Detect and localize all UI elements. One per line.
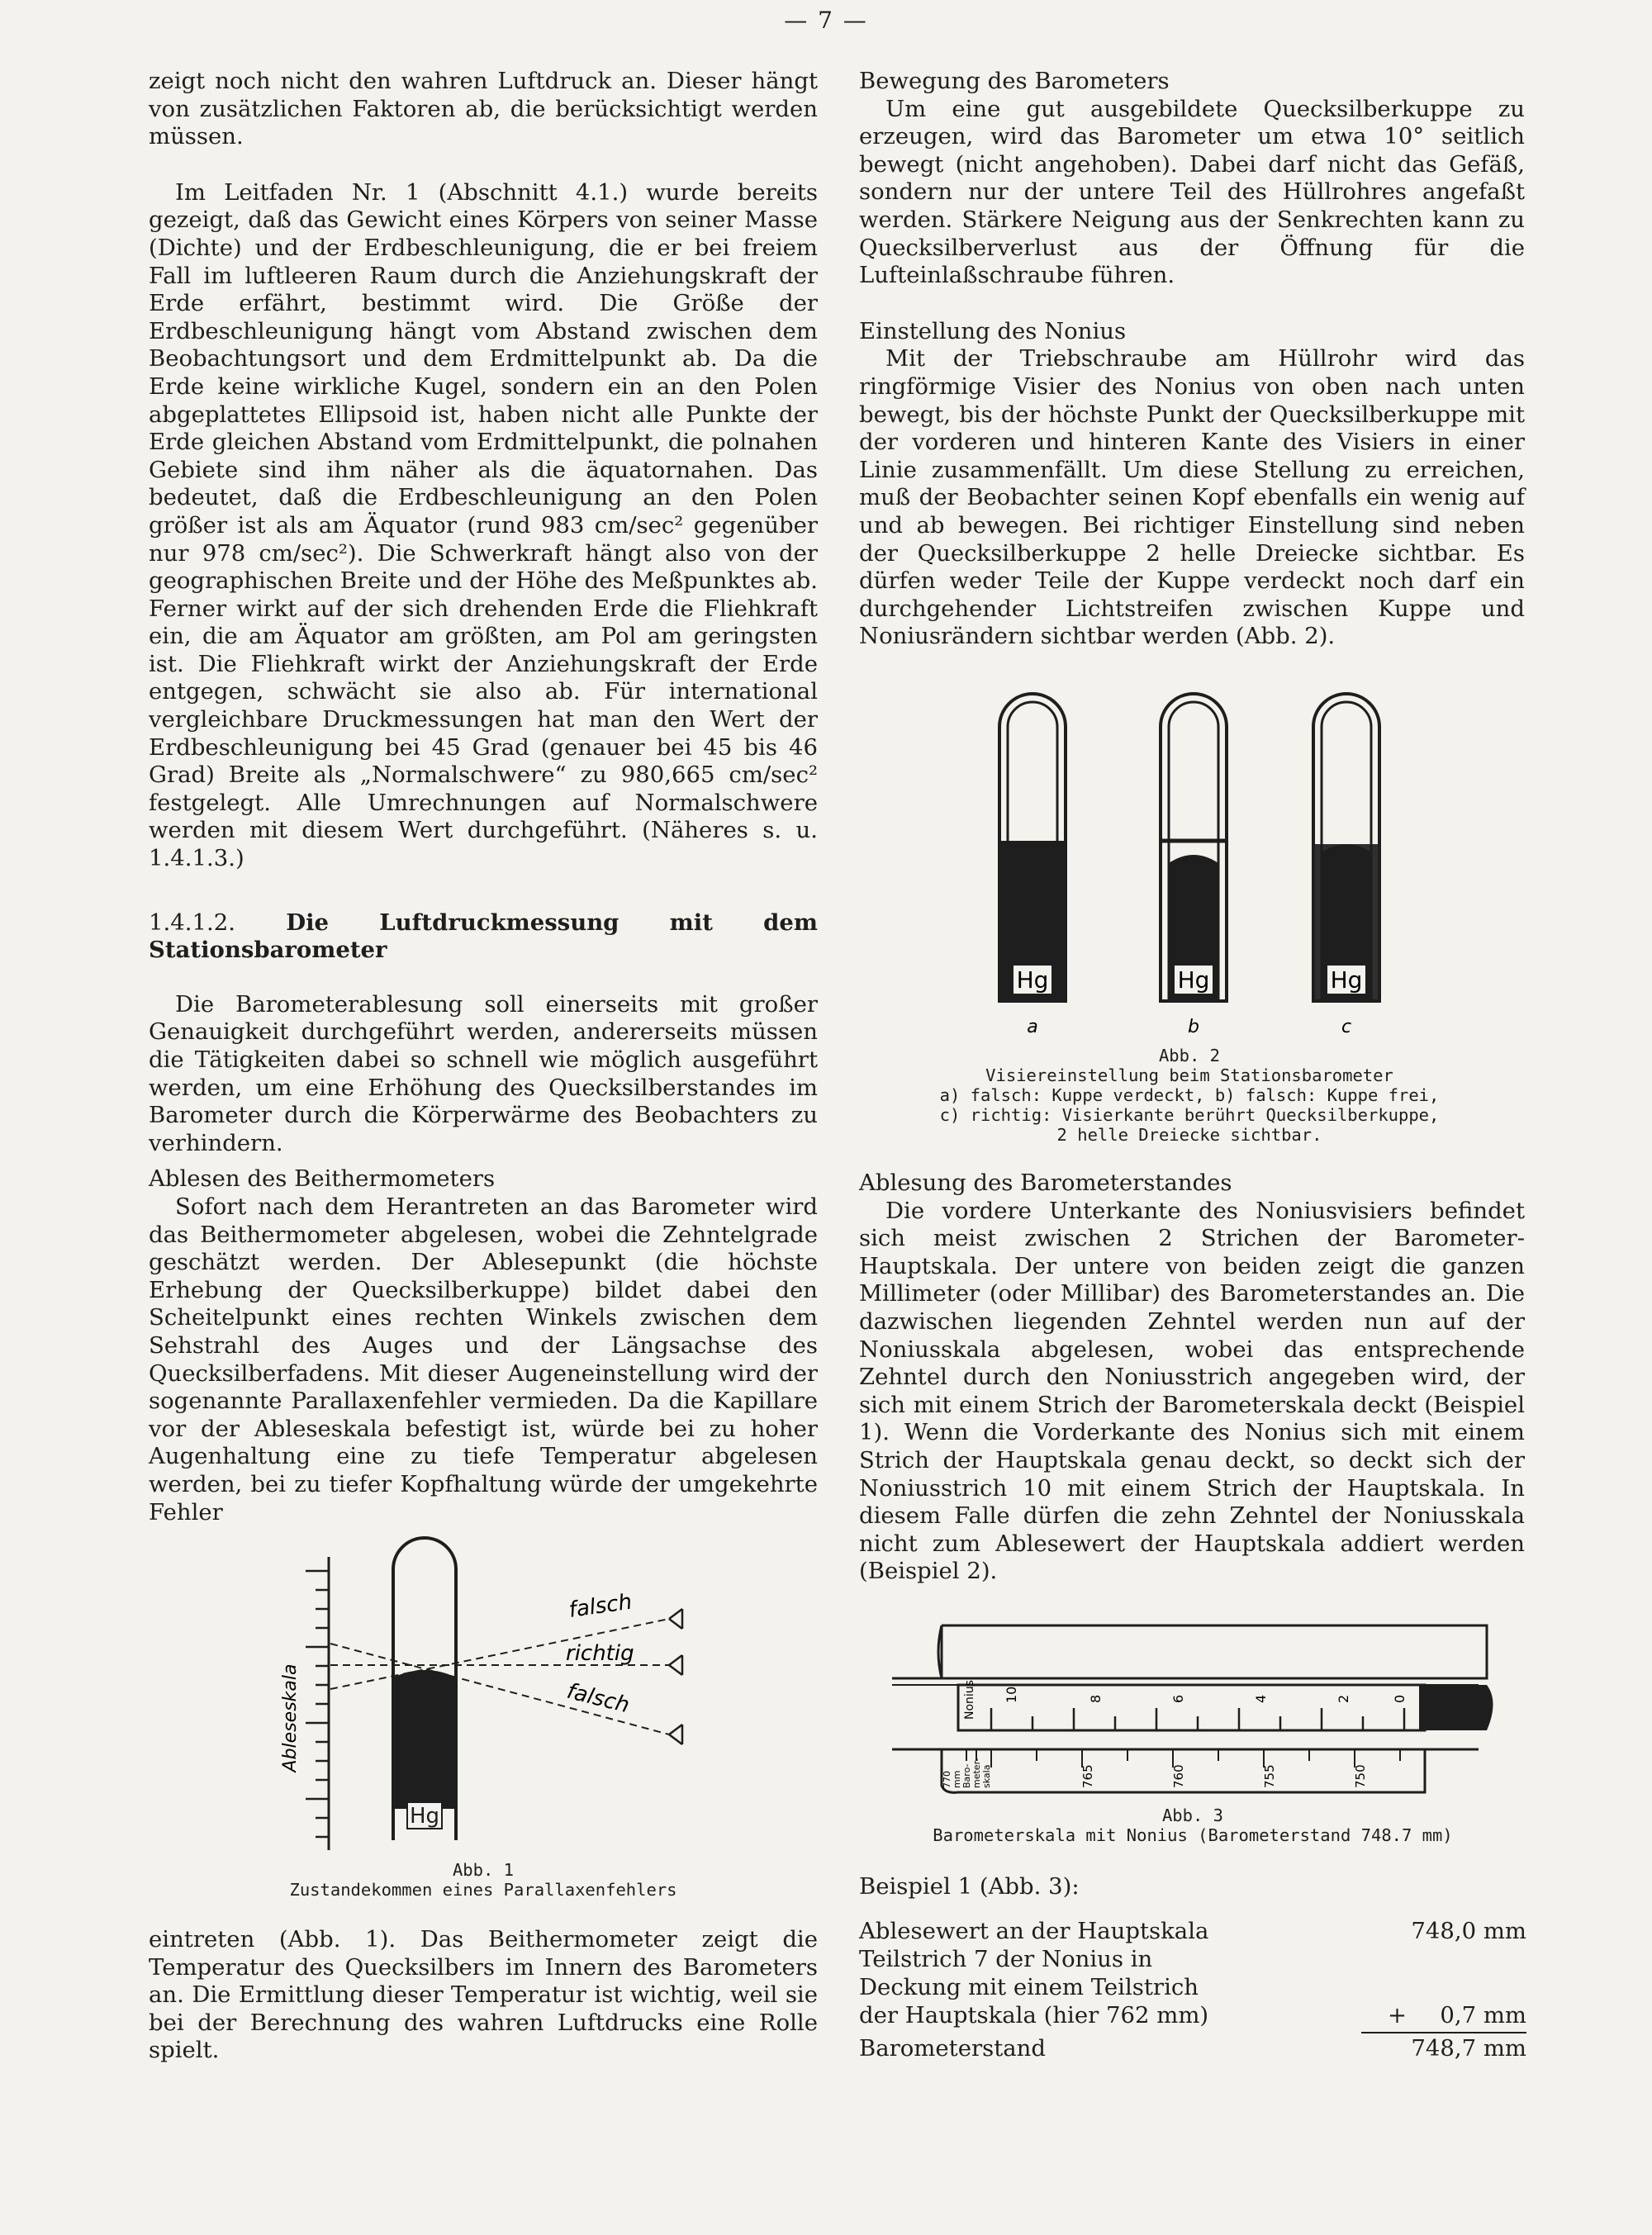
caption-line: c) richtig: Visierkante berührt Quecksilberkuppe,: [939, 1105, 1440, 1125]
example-label: Teilstrich 7 der Nonius in: [859, 1946, 1153, 1972]
tube-a: [999, 694, 1066, 1037]
hg-label: Hg: [1177, 966, 1210, 994]
subheading: Ablesung des Barometerstandes: [859, 1170, 1232, 1196]
label-falsch-top: falsch: [567, 1589, 634, 1623]
nonius-number: 2: [1336, 1694, 1351, 1703]
fig2-label-b: b: [1188, 1017, 1199, 1037]
hg-label: Hg: [1330, 966, 1363, 994]
caption-title: Abb. 3: [1161, 1806, 1224, 1825]
subheading: Bewegung des Barometers: [859, 68, 1170, 94]
scale-label: Ableseskala: [280, 1663, 301, 1772]
tube-b: [1161, 694, 1227, 1037]
example-result: 748,7 mm: [1411, 2035, 1526, 2062]
mercury-column: [1419, 1685, 1493, 1730]
caption-text: Zustandekommen eines Parallaxenfehlers: [289, 1880, 677, 1900]
mercury-column: [395, 1670, 454, 1809]
example-row: [859, 1918, 1526, 1946]
figure-2-vernier-setting: [975, 677, 1437, 1041]
paragraph: Im Leitfaden Nr. 1 (Abschnitt 4.1.) wurde bereits gezeigt, daß das Gewicht eines Körpers von seiner Masse (Dichte) und der Erdbeschleunigung, die er bei freiem Fall im luftleeren Raum durch die Anziehungskraft der Erde erfährt, bestimmt wird. Die Größe der Erdbeschleunigung hängt vom Abstand zwischen dem Beobachtungsort und dem Erdmittelpunkt ab. Da die Erde keine wirkliche Kugel, sondern ein an den Polen abgeplattetes Ellipsoid ist, haben nicht alle Punkte der Erde gleichen Abstand vom Erdmittelpunkt, die polnahen Gebiete sind ihm näher als die äquatornahen. Das bedeutet, daß die Erdbeschleunigung an den Polen größer ist als am Äquator (rund 983 cm/sec² gegenüber nur 978 cm/sec²). Die Schwerkraft hängt also von der geographischen Breite und der Höhe des Meßpunktes ab. Ferner wirkt auf der sich drehenden Erde die Fliehkraft ein, die am Äquator am größten, am Pol am geringsten ist. Die Fliehkraft wirkt der Anziehungskraft der Erde entgegen, schwächt sie also ab. Für international vergleichbare Druckmessungen hat man den Wert der Erdbeschleunigung bei 45 Grad (genauer bei 45 bis 46 Grad) Breite als „Normalschwere“ zu 980,665 cm/sec² festgelegt. Alle Umrechnungen auf Normalschwere werden mit diesem Wert durchgeführt. (Näheres s. u. 1.4.1.3.): [149, 178, 818, 872]
example-value: 748,0 mm: [1411, 1918, 1526, 1944]
nonius-slider: [958, 1685, 1425, 1730]
example-label: Barometerstand: [859, 2035, 1047, 2062]
paragraph: Mit der Triebschraube am Hüllrohr wird das ringförmige Visier des Nonius von oben nach unten bewegt, bis der höchste Punkt der Quecksilberkuppe mit der vorderen und hinteren Kante des Visiers in einer Linie zusammenfällt. Um diese Stellung zu erreichen, muß der Beobachter seinen Kopf ebenfalls ein wenig auf und ab bewegen. Bei richtiger Einstellung sind neben der Quecksilberkuppe 2 helle Dreiecke sichtbar. Es dürfen weder Teile der Kuppe verdeckt noch darf ein durchgehender Lichtstreifen zwischen Kuppe und Noniusrändern sichtbar werden (Abb. 2).: [859, 345, 1525, 650]
scale-number: 755: [1262, 1764, 1277, 1788]
page-number: — 7 —: [784, 7, 868, 34]
example-label: Deckung mit einem Teilstrich: [859, 1974, 1199, 2000]
sight-lines: [330, 1619, 669, 1734]
nonius-ticks: [991, 1708, 1404, 1730]
scale-label-line: meter-: [971, 1758, 982, 1788]
fig2-label-a: a: [1027, 1017, 1038, 1037]
scale-label-line: Baro-: [961, 1763, 972, 1788]
caption-text: Barometerskala mit Nonius (Barometerstand 748.7 mm): [933, 1825, 1453, 1845]
figure-3-barometer-scale: [884, 1611, 1512, 1801]
paragraph: zeigt noch nicht den wahren Luftdruck an. Dieser hängt von zusätzlichen Faktoren ab, die berücksichtigt werden müssen.: [149, 68, 818, 150]
fig2-label-c: c: [1341, 1017, 1352, 1037]
example-label: der Hauptskala (hier 762 mm): [859, 2002, 1209, 2029]
subheading: Einstellung des Nonius: [859, 317, 1127, 344]
hg-label: Hg: [409, 1804, 440, 1829]
right-column-middle: [859, 1170, 1525, 1586]
section-number: 1.4.1.2.: [149, 909, 235, 936]
left-column-top: [149, 68, 818, 1526]
scale-number: 760: [1171, 1764, 1186, 1788]
scale-number: 765: [1080, 1764, 1095, 1788]
scale-ticks: [306, 1571, 329, 1837]
tube-c: [1313, 694, 1379, 1037]
section-heading: [149, 909, 818, 965]
subheading: Ablesen des Beithermometers: [149, 1165, 496, 1193]
paragraph: Um eine gut ausgebildete Quecksilberkuppe zu erzeugen, wird das Barometer um etwa 10° seitlich bewegt (nicht angehoben). Dabei darf nicht das Gefäß, sondern nur der untere Teil des Hüllrohres angefaßt werden. Stärkere Neigung aus der Senkrechten kann zu Quecksilberverlust aus der Öffnung für die Lufteinlaßschraube führen.: [859, 95, 1525, 289]
caption-title: Abb. 1: [452, 1860, 515, 1880]
paragraph: eintreten (Abb. 1). Das Beithermometer zeigt die Temperatur des Quecksilbers im Innern des Barometers an. Die Ermittlung dieser Temperatur ist wichtig, weil sie bei der Berechnung des wahren Luftdrucks eine Rolle spielt.: [149, 1926, 818, 2064]
figure-2-caption: [859, 1046, 1520, 1145]
eye-icons: [669, 1609, 682, 1744]
nonius-number: 8: [1088, 1694, 1104, 1703]
nonius-label: Nonius: [963, 1680, 976, 1720]
figure-1-parallax: [248, 1511, 710, 1858]
hg-label: Hg: [1016, 966, 1049, 994]
paragraph: Die Barometerablesung soll einerseits mit großer Genauigkeit durchgeführt werden, andererseits müssen die Tätigkeiten dabei so schnell wie möglich ausgeführt werden, um eine Erhöhung des Quecksilberstandes im Barometer durch die Körperwärme des Beobachters zu verhindern.: [149, 990, 818, 1156]
scale-label-line: mm: [952, 1770, 962, 1788]
left-column-bottom: [149, 1926, 818, 2065]
caption-line: 2 helle Dreiecke sichtbar.: [1056, 1125, 1322, 1145]
paragraph: Die vordere Unterkante des Noniusvisiers befindet sich meist zwischen 2 Strichen der Barometer-Hauptskala. Der untere von beiden zeigt die ganzen Millimeter (oder Millibar) des Barometerstandes an. Die dazwischen liegenden Zehntel werden nun auf der Noniusskala abgelesen, wobei das entsprechende Zehntel durch den Noniusstrich angegeben wird, der sich mit einem Strich der Barometerskala deckt (Beispiel 1). Wenn die Vorderkante des Nonius sich mit einem Strich der Hauptskala genau deckt, so deckt sich der Noniusstrich 10 mit einem Strich der Hauptskala. In diesem Falle dürfen die zehn Zehntel der Noniusskala nicht zum Ablesewert der Hauptskala addiert werden (Beispiel 2).: [859, 1197, 1525, 1585]
nonius-number: 4: [1253, 1694, 1269, 1703]
caption-line: a) falsch: Kuppe verdeckt, b) falsch: Kuppe frei,: [939, 1085, 1440, 1105]
example-value: 0,7 mm: [1440, 2002, 1526, 2029]
nonius-number: 6: [1170, 1694, 1186, 1703]
eye-icon: [669, 1655, 682, 1675]
section-title: Die Luftdruckmessung mit dem Stationsbarometer: [149, 909, 818, 964]
example-title: Beispiel 1 (Abb. 3):: [859, 1873, 1080, 1900]
nonius-number: 10: [1004, 1686, 1019, 1703]
scale-number: 750: [1353, 1764, 1368, 1788]
example-row: [859, 2035, 1526, 2063]
caption-title: Abb. 2: [1158, 1046, 1221, 1065]
label-falsch-bottom: falsch: [564, 1678, 632, 1719]
nonius-number: 0: [1392, 1694, 1408, 1703]
caption-line: Visiereinstellung beim Stationsbarometer: [985, 1065, 1393, 1085]
figure-1-caption: [240, 1860, 727, 1900]
label-richtig: richtig: [566, 1641, 634, 1666]
eye-icon: [669, 1725, 682, 1744]
example-calculation: [859, 1873, 1526, 2071]
paragraph: Sofort nach dem Herantreten an das Barometer wird das Beithermometer abgelesen, wobei die Zehntelgrade geschätzt werden. Der Ablesepunkt (die höchste Erhebung der Quecksilberkuppe) bildet dabei den Scheitelpunkt eines rechten Winkels zwischen dem Sehstrahl des Auges und der Längsachse des Quecksilberfadens. Mit dieser Augeneinstellung wird der sogenannte Parallaxenfehler vermieden. Da die Kapillare vor der Ableseskala befestigt ist, würde bei zu hoher Augenhaltung eine zu tiefe Temperatur abgelesen werden, bei zu tiefer Kopfhaltung würde der umgekehrte Fehler: [149, 1193, 818, 1526]
eye-icon: [669, 1609, 682, 1629]
plus-sign: +: [1388, 2002, 1408, 2029]
scale-label-line: 770: [942, 1771, 952, 1788]
example-row: [859, 2002, 1526, 2030]
example-label: Ablesewert an der Hauptskala: [859, 1918, 1209, 1944]
right-column-top: [859, 68, 1525, 651]
scale-label-line: skala: [981, 1764, 992, 1788]
sum-rule: [1361, 2032, 1526, 2033]
figure-3-caption: [859, 1806, 1526, 1845]
